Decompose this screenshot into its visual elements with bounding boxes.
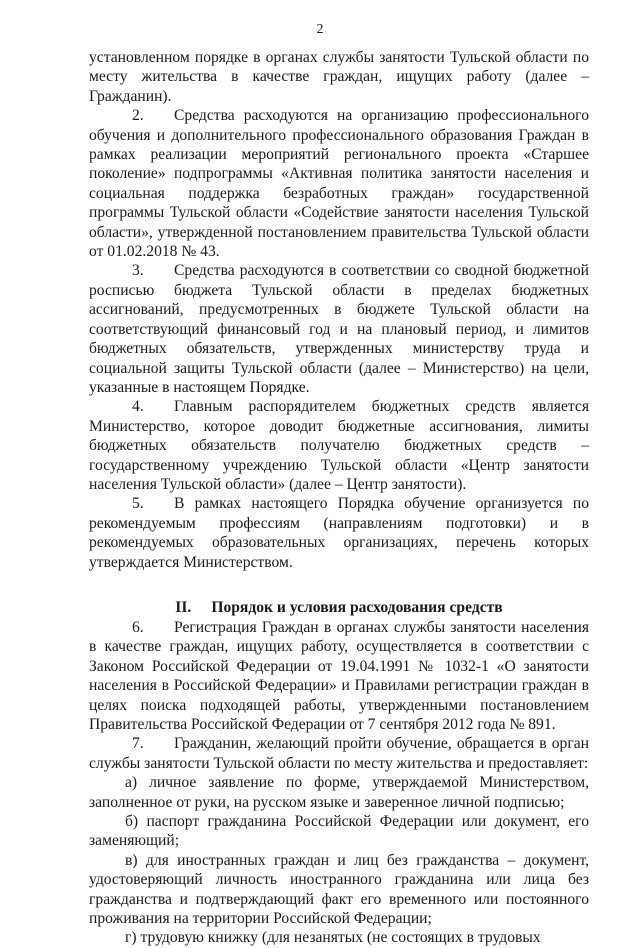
paragraph-4-text: Главным распорядителем бюджетных средств является Министерство, которое доводит бюджетные ассигнования, лимиты бюджетных обязательств получателю бюджетных средств – государственному учреждению Тульской области «Центр занятости населения Тульской области» (далее – Центр занятости). xyxy=(89,398,589,493)
paragraph-2-number: 2. xyxy=(132,107,144,125)
paragraph-2 xyxy=(89,106,589,261)
paragraph-5-text: В рамках настоящего Порядка обучение организуется по рекомендуемым профессиям (направлениям подготовки) и в рекомендуемых образовательных организациях, перечень которых утверждается Министерством. xyxy=(89,495,589,571)
list-item-a: а) личное заявление по форме, утверждаемой Министерством, заполненное от руки, на русском языке и заверенное личной подписью; xyxy=(89,774,589,811)
section-number: II. xyxy=(175,598,192,616)
paragraph-6 xyxy=(89,618,589,734)
paragraph-3 xyxy=(89,261,589,397)
paragraph-6-text: Регистрация Граждан в органах службы занятости населения в качестве граждан, ищущих работу, осуществляется в соответствии с Законом Российской Федерации от 19.04.1991 № 1032-1 «О занятости населения в Российской Федерации» и Правилами регистрации граждан в целях поиска подходящей работы, утвержденными постановлением Правительства Российской Федерации от 7 сентября 2012 года № 891. xyxy=(89,618,589,733)
paragraph-3-number: 3. xyxy=(132,262,144,280)
paragraph-4-number: 4. xyxy=(132,398,144,416)
paragraph-7 xyxy=(89,734,589,773)
paragraph-5-number: 5. xyxy=(132,495,144,513)
paragraph-continuation: установленном порядке в органах службы занятости Тульской области по месту жительства в качестве граждан, ищущих работу (далее – Гражданин). xyxy=(89,49,589,105)
list-item-v: в) для иностранных граждан и лиц без гражданства – документ, удостоверяющий личность иностранного гражданина или лица без гражданства и подтверждающий факт его временного или постоянного проживания на территории Российской Федерации; xyxy=(89,851,589,928)
paragraph-7-text: Гражданин, желающий пройти обучение, обращается в орган службы занятости Тульской области по месту жительства и предоставляет: xyxy=(89,735,589,772)
document-body xyxy=(89,48,589,948)
section-heading xyxy=(89,598,589,618)
paragraph-7-number: 7. xyxy=(132,735,144,753)
section-title: Порядок и условия расходования средств xyxy=(211,598,503,616)
paragraph-2-text: Средства расходуются на организацию профессионального обучения и дополнительного профессионального образования Граждан в рамках реализации мероприятий регионального проекта «Старшее поколение» подпрограммы «Активная политика занятости населения и социальная поддержка безработных граждан» государственной программы Тульской области «Содействие занятости населения Тульской области», утвержденной постановлением правительства Тульской области от 01.02.2018 № 43. xyxy=(89,107,589,261)
page-number: 2 xyxy=(316,22,324,37)
paragraph-5 xyxy=(89,494,589,572)
list-item-g: г) трудовую книжку (для незанятых (не состоящих в трудовых xyxy=(125,929,541,947)
paragraph-3-text: Средства расходуются в соответствии со сводной бюджетной росписью бюджета Тульской области в пределах бюджетных ассигнований, предусмотренных в бюджете Тульской области на соответствующий финансовый год и на плановый период, и лимитов бюджетных обязательств, утвержденных министерству труда и социальной защиты Тульской области (далее – Министерство) на цели, указанные в настоящем Порядке. xyxy=(89,262,589,396)
list-item-b: б) паспорт гражданина Российской Федерации или документ, его заменяющий; xyxy=(89,813,589,850)
paragraph-4 xyxy=(89,397,589,494)
paragraph-6-number: 6. xyxy=(132,618,144,636)
